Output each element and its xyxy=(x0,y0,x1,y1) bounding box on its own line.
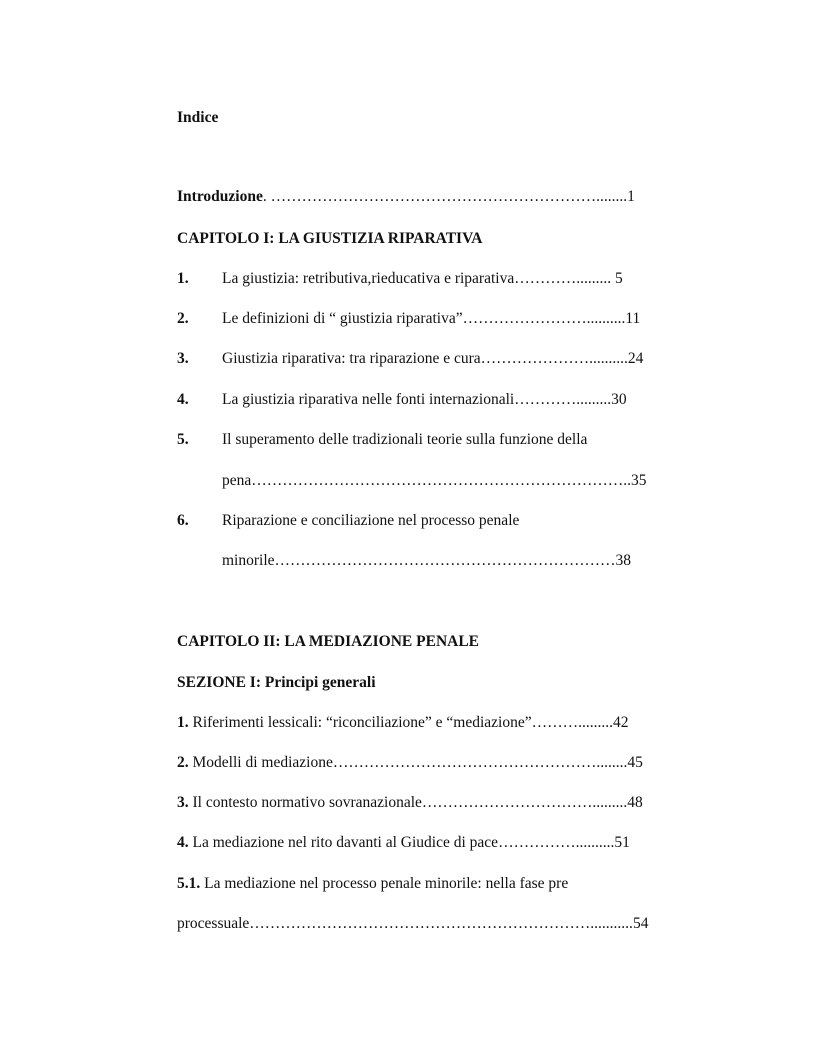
toc-entry xyxy=(177,753,643,773)
entry-number: 2. xyxy=(177,754,189,771)
entry-number: 1. xyxy=(177,714,189,731)
entry-number: 5.1. xyxy=(177,875,201,892)
entry-number: 1. xyxy=(177,270,189,287)
entry-page: 48 xyxy=(627,794,643,811)
entry-page: 45 xyxy=(627,754,643,771)
entry-page: 51 xyxy=(614,834,630,851)
entry-text: Giustizia riparativa: tra riparazione e cura………………….......... xyxy=(222,350,628,367)
section-heading: SEZIONE I: Principi generali xyxy=(177,674,376,691)
entry-page: 24 xyxy=(627,350,644,367)
toc-entry-continuation xyxy=(222,471,647,491)
entry-text: La mediazione nel rito davanti al Giudice di pace…………….......... xyxy=(188,834,615,851)
entry-text: Il contesto normativo sovranazionale……………………………......... xyxy=(188,794,628,811)
entry-page: 54 xyxy=(632,915,649,932)
chapter1-heading: CAPITOLO I: LA GIUSTIZIA RIPARATIVA xyxy=(177,230,483,247)
toc-entry xyxy=(177,713,629,733)
entry-number: 4. xyxy=(177,391,189,408)
entry-page: 30 xyxy=(611,391,627,408)
entry-text: Riparazione e conciliazione nel processo penale xyxy=(222,512,520,529)
entry-text: Riferimenti lessicali: “riconciliazione” e “mediazione”………......... xyxy=(188,714,613,731)
toc-entry-continuation xyxy=(222,551,631,571)
toc-entry xyxy=(177,793,643,813)
entry-page: 11 xyxy=(625,310,641,327)
entry-number: 6. xyxy=(177,512,189,529)
entry-text-continued: pena……………………………………………………………….. xyxy=(222,472,632,489)
entry-text: Modelli di mediazione……………………………………………........ xyxy=(188,754,628,771)
entry-text: Le definizioni di “ giustizia riparativa”…………………….......... xyxy=(222,310,626,327)
entry-number: 3. xyxy=(177,350,189,367)
entry-text: La mediazione nel processo penale minorile: nella fase pre xyxy=(200,875,569,892)
toc-entry-continuation xyxy=(177,914,648,934)
entry-text: La giustizia riparativa nelle fonti internazionali…………......... xyxy=(222,391,612,408)
toc-introduction xyxy=(177,187,635,207)
entry-page: 38 xyxy=(615,552,632,569)
entry-page: 5 xyxy=(611,270,623,287)
entry-number: 2. xyxy=(177,310,189,327)
entry-number: 3. xyxy=(177,794,189,811)
toc-entry xyxy=(177,874,568,894)
entry-page: 42 xyxy=(613,714,629,731)
introduction-leader: . ………………………………………………………........ xyxy=(262,188,628,205)
entry-text: Il superamento delle tradizionali teorie sulla funzione della xyxy=(222,431,588,448)
introduction-page: 1 xyxy=(627,188,635,205)
entry-text-continued: processuale…………………………………………………………........... xyxy=(177,915,633,932)
toc-entry xyxy=(177,833,630,853)
introduction-label: Introduzione xyxy=(177,188,263,205)
chapter2-heading: CAPITOLO II: LA MEDIAZIONE PENALE xyxy=(177,633,480,650)
entry-number: 4. xyxy=(177,834,189,851)
entry-text-continued: minorile………………………………………………………… xyxy=(222,552,616,569)
entry-page: 35 xyxy=(631,472,647,489)
entry-text: La giustizia: retributiva,rieducativa e riparativa…………......... xyxy=(222,270,612,287)
entry-number: 5. xyxy=(177,431,189,448)
page-title: Indice xyxy=(177,109,219,126)
